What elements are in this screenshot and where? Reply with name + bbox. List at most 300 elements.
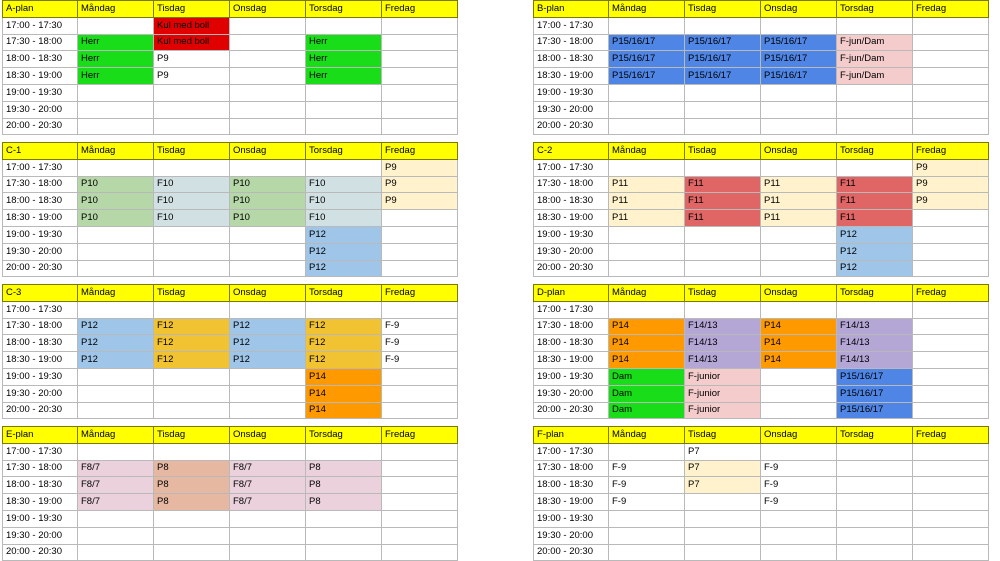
booking-cell[interactable]: P10 xyxy=(230,176,306,193)
booking-cell[interactable] xyxy=(685,494,761,511)
booking-cell[interactable]: Herr xyxy=(306,68,382,85)
booking-cell[interactable] xyxy=(306,17,382,34)
day-header[interactable]: Tisdag xyxy=(154,1,230,18)
booking-cell[interactable]: F11 xyxy=(837,176,913,193)
time-slot[interactable]: 19:30 - 20:00 xyxy=(534,385,609,402)
booking-cell[interactable]: P12 xyxy=(306,243,382,260)
booking-cell[interactable]: F14/13 xyxy=(837,318,913,335)
day-header[interactable]: Onsdag xyxy=(761,1,837,18)
booking-cell[interactable]: Dam xyxy=(609,385,685,402)
booking-cell[interactable] xyxy=(837,159,913,176)
booking-cell[interactable] xyxy=(382,210,458,227)
booking-cell[interactable]: F-jun/Dam xyxy=(837,68,913,85)
booking-cell[interactable] xyxy=(230,226,306,243)
booking-cell[interactable] xyxy=(761,385,837,402)
time-slot[interactable]: 18:30 - 19:00 xyxy=(534,210,609,227)
day-header[interactable]: Torsdag xyxy=(837,143,913,160)
booking-cell[interactable]: P14 xyxy=(609,318,685,335)
booking-cell[interactable]: Dam xyxy=(609,402,685,419)
booking-cell[interactable]: P12 xyxy=(837,243,913,260)
booking-cell[interactable] xyxy=(78,527,154,544)
booking-cell[interactable]: F14/13 xyxy=(837,335,913,352)
booking-cell[interactable] xyxy=(913,460,989,477)
booking-cell[interactable]: P9 xyxy=(382,193,458,210)
booking-cell[interactable]: F12 xyxy=(154,318,230,335)
booking-cell[interactable]: P11 xyxy=(609,176,685,193)
day-header[interactable]: Måndag xyxy=(78,1,154,18)
booking-cell[interactable]: F10 xyxy=(306,210,382,227)
booking-cell[interactable] xyxy=(382,544,458,561)
time-slot[interactable]: 19:00 - 19:30 xyxy=(3,226,78,243)
time-slot[interactable]: 17:00 - 17:30 xyxy=(534,17,609,34)
day-header[interactable]: Tisdag xyxy=(154,427,230,444)
booking-cell[interactable] xyxy=(761,260,837,277)
time-slot[interactable]: 17:00 - 17:30 xyxy=(3,159,78,176)
booking-cell[interactable]: P10 xyxy=(78,176,154,193)
booking-cell[interactable] xyxy=(837,17,913,34)
booking-cell[interactable]: P8 xyxy=(306,477,382,494)
day-header[interactable]: Måndag xyxy=(609,143,685,160)
booking-cell[interactable]: P9 xyxy=(913,176,989,193)
time-slot[interactable]: 17:30 - 18:00 xyxy=(534,460,609,477)
booking-cell[interactable]: P14 xyxy=(609,352,685,369)
booking-cell[interactable] xyxy=(913,34,989,51)
booking-cell[interactable] xyxy=(837,494,913,511)
time-slot[interactable]: 19:30 - 20:00 xyxy=(534,101,609,118)
booking-cell[interactable]: P12 xyxy=(230,318,306,335)
day-header[interactable]: Torsdag xyxy=(837,1,913,18)
time-slot[interactable]: 17:00 - 17:30 xyxy=(534,159,609,176)
booking-cell[interactable]: F8/7 xyxy=(230,494,306,511)
booking-cell[interactable] xyxy=(837,118,913,135)
booking-cell[interactable] xyxy=(913,301,989,318)
booking-cell[interactable] xyxy=(230,544,306,561)
booking-cell[interactable]: P15/16/17 xyxy=(609,68,685,85)
time-slot[interactable]: 18:30 - 19:00 xyxy=(3,68,78,85)
time-slot[interactable]: 18:30 - 19:00 xyxy=(3,352,78,369)
booking-cell[interactable]: F11 xyxy=(837,210,913,227)
day-header[interactable]: Måndag xyxy=(78,427,154,444)
booking-cell[interactable] xyxy=(78,301,154,318)
time-slot[interactable]: 20:00 - 20:30 xyxy=(3,118,78,135)
booking-cell[interactable]: P12 xyxy=(837,260,913,277)
booking-cell[interactable] xyxy=(685,544,761,561)
booking-cell[interactable] xyxy=(78,260,154,277)
day-header[interactable]: Fredag xyxy=(382,143,458,160)
booking-cell[interactable] xyxy=(685,118,761,135)
booking-cell[interactable] xyxy=(230,68,306,85)
time-slot[interactable]: 20:00 - 20:30 xyxy=(3,402,78,419)
booking-cell[interactable] xyxy=(913,335,989,352)
booking-cell[interactable] xyxy=(230,527,306,544)
booking-cell[interactable] xyxy=(761,243,837,260)
booking-cell[interactable] xyxy=(913,385,989,402)
booking-cell[interactable]: F14/13 xyxy=(685,352,761,369)
booking-cell[interactable]: P8 xyxy=(154,477,230,494)
booking-cell[interactable] xyxy=(382,17,458,34)
booking-cell[interactable] xyxy=(306,84,382,101)
day-header[interactable]: Fredag xyxy=(913,285,989,302)
plan-name[interactable]: E-plan xyxy=(3,427,78,444)
booking-cell[interactable]: F-9 xyxy=(761,477,837,494)
booking-cell[interactable]: P14 xyxy=(306,402,382,419)
time-slot[interactable]: 19:30 - 20:00 xyxy=(3,527,78,544)
booking-cell[interactable]: F14/13 xyxy=(685,318,761,335)
booking-cell[interactable]: F10 xyxy=(154,176,230,193)
booking-cell[interactable] xyxy=(913,318,989,335)
booking-cell[interactable]: P8 xyxy=(306,460,382,477)
plan-name[interactable]: B-plan xyxy=(534,1,609,18)
time-slot[interactable]: 19:30 - 20:00 xyxy=(3,101,78,118)
booking-cell[interactable] xyxy=(609,159,685,176)
booking-cell[interactable] xyxy=(154,118,230,135)
time-slot[interactable]: 18:30 - 19:00 xyxy=(534,352,609,369)
booking-cell[interactable] xyxy=(78,243,154,260)
booking-cell[interactable]: F-junior xyxy=(685,385,761,402)
booking-cell[interactable] xyxy=(306,159,382,176)
booking-cell[interactable] xyxy=(609,17,685,34)
booking-cell[interactable] xyxy=(382,243,458,260)
time-slot[interactable]: 18:00 - 18:30 xyxy=(3,335,78,352)
booking-cell[interactable]: F-junior xyxy=(685,402,761,419)
booking-cell[interactable]: P9 xyxy=(913,193,989,210)
booking-cell[interactable] xyxy=(382,443,458,460)
booking-cell[interactable]: P14 xyxy=(761,335,837,352)
time-slot[interactable]: 18:00 - 18:30 xyxy=(534,51,609,68)
booking-cell[interactable]: P15/16/17 xyxy=(761,51,837,68)
booking-cell[interactable] xyxy=(761,17,837,34)
booking-cell[interactable]: P15/16/17 xyxy=(609,34,685,51)
plan-name[interactable]: C-1 xyxy=(3,143,78,160)
booking-cell[interactable] xyxy=(230,101,306,118)
booking-cell[interactable]: P15/16/17 xyxy=(609,51,685,68)
booking-cell[interactable] xyxy=(78,118,154,135)
day-header[interactable]: Onsdag xyxy=(230,285,306,302)
booking-cell[interactable]: F-9 xyxy=(382,335,458,352)
booking-cell[interactable] xyxy=(382,368,458,385)
booking-cell[interactable] xyxy=(913,494,989,511)
booking-cell[interactable] xyxy=(382,260,458,277)
booking-cell[interactable] xyxy=(913,17,989,34)
booking-cell[interactable] xyxy=(837,443,913,460)
booking-cell[interactable] xyxy=(761,544,837,561)
plan-name[interactable]: D-plan xyxy=(534,285,609,302)
day-header[interactable]: Torsdag xyxy=(306,285,382,302)
day-header[interactable]: Fredag xyxy=(913,427,989,444)
booking-cell[interactable]: F-jun/Dam xyxy=(837,34,913,51)
booking-cell[interactable] xyxy=(306,510,382,527)
booking-cell[interactable] xyxy=(154,101,230,118)
booking-cell[interactable]: P9 xyxy=(154,68,230,85)
day-header[interactable]: Fredag xyxy=(913,1,989,18)
booking-cell[interactable] xyxy=(913,243,989,260)
booking-cell[interactable] xyxy=(761,118,837,135)
time-slot[interactable]: 17:30 - 18:00 xyxy=(534,34,609,51)
booking-cell[interactable]: F8/7 xyxy=(230,460,306,477)
booking-cell[interactable] xyxy=(913,527,989,544)
booking-cell[interactable]: F8/7 xyxy=(78,494,154,511)
time-slot[interactable]: 17:30 - 18:00 xyxy=(3,460,78,477)
booking-cell[interactable]: F12 xyxy=(306,352,382,369)
booking-cell[interactable] xyxy=(913,510,989,527)
day-header[interactable]: Fredag xyxy=(382,1,458,18)
booking-cell[interactable] xyxy=(154,243,230,260)
booking-cell[interactable] xyxy=(230,510,306,527)
booking-cell[interactable] xyxy=(78,101,154,118)
day-header[interactable]: Fredag xyxy=(913,143,989,160)
booking-cell[interactable] xyxy=(154,84,230,101)
booking-cell[interactable] xyxy=(685,527,761,544)
booking-cell[interactable] xyxy=(685,243,761,260)
booking-cell[interactable] xyxy=(78,159,154,176)
time-slot[interactable]: 18:30 - 19:00 xyxy=(534,68,609,85)
booking-cell[interactable] xyxy=(154,226,230,243)
day-header[interactable]: Torsdag xyxy=(306,427,382,444)
booking-cell[interactable]: F12 xyxy=(154,335,230,352)
booking-cell[interactable] xyxy=(913,352,989,369)
time-slot[interactable]: 17:30 - 18:00 xyxy=(534,318,609,335)
booking-cell[interactable]: P11 xyxy=(609,210,685,227)
booking-cell[interactable] xyxy=(154,510,230,527)
time-slot[interactable]: 20:00 - 20:30 xyxy=(3,260,78,277)
booking-cell[interactable]: Dam xyxy=(609,368,685,385)
day-header[interactable]: Torsdag xyxy=(837,427,913,444)
booking-cell[interactable] xyxy=(78,17,154,34)
time-slot[interactable]: 19:00 - 19:30 xyxy=(534,226,609,243)
booking-cell[interactable] xyxy=(685,84,761,101)
booking-cell[interactable] xyxy=(685,101,761,118)
booking-cell[interactable] xyxy=(382,527,458,544)
time-slot[interactable]: 19:00 - 19:30 xyxy=(3,84,78,101)
booking-cell[interactable] xyxy=(609,443,685,460)
booking-cell[interactable] xyxy=(78,368,154,385)
time-slot[interactable]: 20:00 - 20:30 xyxy=(534,118,609,135)
booking-cell[interactable] xyxy=(685,510,761,527)
time-slot[interactable]: 18:00 - 18:30 xyxy=(3,477,78,494)
booking-cell[interactable] xyxy=(685,17,761,34)
booking-cell[interactable] xyxy=(609,118,685,135)
booking-cell[interactable]: P14 xyxy=(306,368,382,385)
booking-cell[interactable]: P12 xyxy=(306,260,382,277)
day-header[interactable]: Måndag xyxy=(78,143,154,160)
day-header[interactable]: Tisdag xyxy=(685,285,761,302)
booking-cell[interactable] xyxy=(913,226,989,243)
day-header[interactable]: Måndag xyxy=(609,1,685,18)
day-header[interactable]: Torsdag xyxy=(837,285,913,302)
booking-cell[interactable]: P15/16/17 xyxy=(685,51,761,68)
day-header[interactable]: Tisdag xyxy=(685,427,761,444)
booking-cell[interactable]: P9 xyxy=(154,51,230,68)
booking-cell[interactable]: F11 xyxy=(685,176,761,193)
booking-cell[interactable] xyxy=(609,260,685,277)
booking-cell[interactable]: Herr xyxy=(78,34,154,51)
booking-cell[interactable] xyxy=(685,159,761,176)
booking-cell[interactable] xyxy=(761,443,837,460)
booking-cell[interactable] xyxy=(382,51,458,68)
booking-cell[interactable] xyxy=(609,510,685,527)
booking-cell[interactable]: P12 xyxy=(230,352,306,369)
booking-cell[interactable] xyxy=(761,510,837,527)
time-slot[interactable]: 17:00 - 17:30 xyxy=(3,301,78,318)
booking-cell[interactable]: P15/16/17 xyxy=(761,68,837,85)
booking-cell[interactable] xyxy=(685,260,761,277)
booking-cell[interactable]: F12 xyxy=(154,352,230,369)
booking-cell[interactable]: P14 xyxy=(306,385,382,402)
booking-cell[interactable]: P11 xyxy=(761,193,837,210)
booking-cell[interactable]: Kul med boll xyxy=(154,34,230,51)
booking-cell[interactable]: Herr xyxy=(78,68,154,85)
time-slot[interactable]: 19:00 - 19:30 xyxy=(3,510,78,527)
booking-cell[interactable] xyxy=(382,301,458,318)
booking-cell[interactable] xyxy=(382,84,458,101)
time-slot[interactable]: 17:30 - 18:00 xyxy=(534,176,609,193)
time-slot[interactable]: 19:00 - 19:30 xyxy=(534,84,609,101)
time-slot[interactable]: 20:00 - 20:30 xyxy=(3,544,78,561)
booking-cell[interactable]: P8 xyxy=(306,494,382,511)
time-slot[interactable]: 17:00 - 17:30 xyxy=(534,443,609,460)
time-slot[interactable]: 17:30 - 18:00 xyxy=(3,176,78,193)
booking-cell[interactable]: P10 xyxy=(78,210,154,227)
booking-cell[interactable] xyxy=(382,101,458,118)
booking-cell[interactable] xyxy=(685,226,761,243)
booking-cell[interactable] xyxy=(230,301,306,318)
day-header[interactable]: Onsdag xyxy=(230,1,306,18)
booking-cell[interactable] xyxy=(230,34,306,51)
booking-cell[interactable] xyxy=(78,385,154,402)
booking-cell[interactable] xyxy=(913,368,989,385)
booking-cell[interactable]: F10 xyxy=(306,176,382,193)
booking-cell[interactable] xyxy=(837,527,913,544)
booking-cell[interactable] xyxy=(154,402,230,419)
booking-cell[interactable]: P8 xyxy=(154,494,230,511)
day-header[interactable]: Onsdag xyxy=(761,143,837,160)
time-slot[interactable]: 17:00 - 17:30 xyxy=(534,301,609,318)
booking-cell[interactable] xyxy=(230,443,306,460)
time-slot[interactable]: 18:00 - 18:30 xyxy=(534,193,609,210)
booking-cell[interactable]: F10 xyxy=(306,193,382,210)
booking-cell[interactable] xyxy=(761,101,837,118)
booking-cell[interactable]: F8/7 xyxy=(78,477,154,494)
booking-cell[interactable] xyxy=(154,159,230,176)
booking-cell[interactable]: F-9 xyxy=(761,494,837,511)
booking-cell[interactable]: P11 xyxy=(609,193,685,210)
time-slot[interactable]: 19:00 - 19:30 xyxy=(3,368,78,385)
booking-cell[interactable]: F11 xyxy=(685,193,761,210)
booking-cell[interactable] xyxy=(382,385,458,402)
booking-cell[interactable] xyxy=(230,260,306,277)
booking-cell[interactable] xyxy=(382,118,458,135)
booking-cell[interactable] xyxy=(154,301,230,318)
booking-cell[interactable] xyxy=(78,226,154,243)
booking-cell[interactable]: P8 xyxy=(154,460,230,477)
booking-cell[interactable]: P12 xyxy=(837,226,913,243)
day-header[interactable]: Onsdag xyxy=(761,427,837,444)
booking-cell[interactable]: F12 xyxy=(306,318,382,335)
booking-cell[interactable] xyxy=(761,527,837,544)
booking-cell[interactable]: F-junior xyxy=(685,368,761,385)
booking-cell[interactable] xyxy=(837,477,913,494)
booking-cell[interactable] xyxy=(837,101,913,118)
booking-cell[interactable]: P7 xyxy=(685,460,761,477)
booking-cell[interactable] xyxy=(913,443,989,460)
booking-cell[interactable] xyxy=(230,51,306,68)
booking-cell[interactable]: P10 xyxy=(230,193,306,210)
day-header[interactable]: Tisdag xyxy=(685,143,761,160)
time-slot[interactable]: 18:00 - 18:30 xyxy=(3,193,78,210)
booking-cell[interactable]: P10 xyxy=(230,210,306,227)
booking-cell[interactable]: F-9 xyxy=(761,460,837,477)
booking-cell[interactable] xyxy=(609,226,685,243)
booking-cell[interactable] xyxy=(913,118,989,135)
booking-cell[interactable] xyxy=(837,84,913,101)
booking-cell[interactable]: F8/7 xyxy=(78,460,154,477)
day-header[interactable]: Måndag xyxy=(78,285,154,302)
booking-cell[interactable]: P15/16/17 xyxy=(837,402,913,419)
booking-cell[interactable] xyxy=(154,368,230,385)
booking-cell[interactable]: F-9 xyxy=(609,460,685,477)
plan-name[interactable]: C-3 xyxy=(3,285,78,302)
booking-cell[interactable]: P15/16/17 xyxy=(685,34,761,51)
booking-cell[interactable] xyxy=(837,301,913,318)
time-slot[interactable]: 19:30 - 20:00 xyxy=(534,527,609,544)
time-slot[interactable]: 19:00 - 19:30 xyxy=(534,368,609,385)
day-header[interactable]: Måndag xyxy=(609,285,685,302)
booking-cell[interactable]: P15/16/17 xyxy=(761,34,837,51)
booking-cell[interactable]: P11 xyxy=(761,210,837,227)
time-slot[interactable]: 17:00 - 17:30 xyxy=(3,443,78,460)
booking-cell[interactable]: F10 xyxy=(154,210,230,227)
booking-cell[interactable] xyxy=(761,226,837,243)
booking-cell[interactable] xyxy=(761,301,837,318)
booking-cell[interactable] xyxy=(154,443,230,460)
booking-cell[interactable] xyxy=(761,159,837,176)
booking-cell[interactable]: F11 xyxy=(685,210,761,227)
booking-cell[interactable]: F12 xyxy=(306,335,382,352)
booking-cell[interactable]: P9 xyxy=(382,159,458,176)
booking-cell[interactable] xyxy=(609,84,685,101)
booking-cell[interactable]: P12 xyxy=(230,335,306,352)
time-slot[interactable]: 17:30 - 18:00 xyxy=(3,34,78,51)
booking-cell[interactable] xyxy=(837,460,913,477)
booking-cell[interactable]: P12 xyxy=(78,318,154,335)
plan-name[interactable]: C-2 xyxy=(534,143,609,160)
booking-cell[interactable] xyxy=(154,544,230,561)
booking-cell[interactable]: P10 xyxy=(78,193,154,210)
booking-cell[interactable] xyxy=(761,368,837,385)
booking-cell[interactable]: F-9 xyxy=(382,318,458,335)
time-slot[interactable]: 20:00 - 20:30 xyxy=(534,260,609,277)
booking-cell[interactable] xyxy=(913,477,989,494)
day-header[interactable]: Fredag xyxy=(382,285,458,302)
day-header[interactable]: Tisdag xyxy=(154,285,230,302)
booking-cell[interactable] xyxy=(78,402,154,419)
booking-cell[interactable]: P11 xyxy=(761,176,837,193)
booking-cell[interactable] xyxy=(306,527,382,544)
day-header[interactable]: Måndag xyxy=(609,427,685,444)
booking-cell[interactable]: P12 xyxy=(306,226,382,243)
booking-cell[interactable]: P15/16/17 xyxy=(837,368,913,385)
booking-cell[interactable] xyxy=(382,34,458,51)
booking-cell[interactable]: P15/16/17 xyxy=(685,68,761,85)
time-slot[interactable]: 18:30 - 19:00 xyxy=(534,494,609,511)
booking-cell[interactable] xyxy=(685,301,761,318)
booking-cell[interactable] xyxy=(913,84,989,101)
booking-cell[interactable] xyxy=(609,527,685,544)
booking-cell[interactable] xyxy=(382,494,458,511)
booking-cell[interactable]: P12 xyxy=(78,335,154,352)
booking-cell[interactable] xyxy=(382,68,458,85)
booking-cell[interactable] xyxy=(230,17,306,34)
